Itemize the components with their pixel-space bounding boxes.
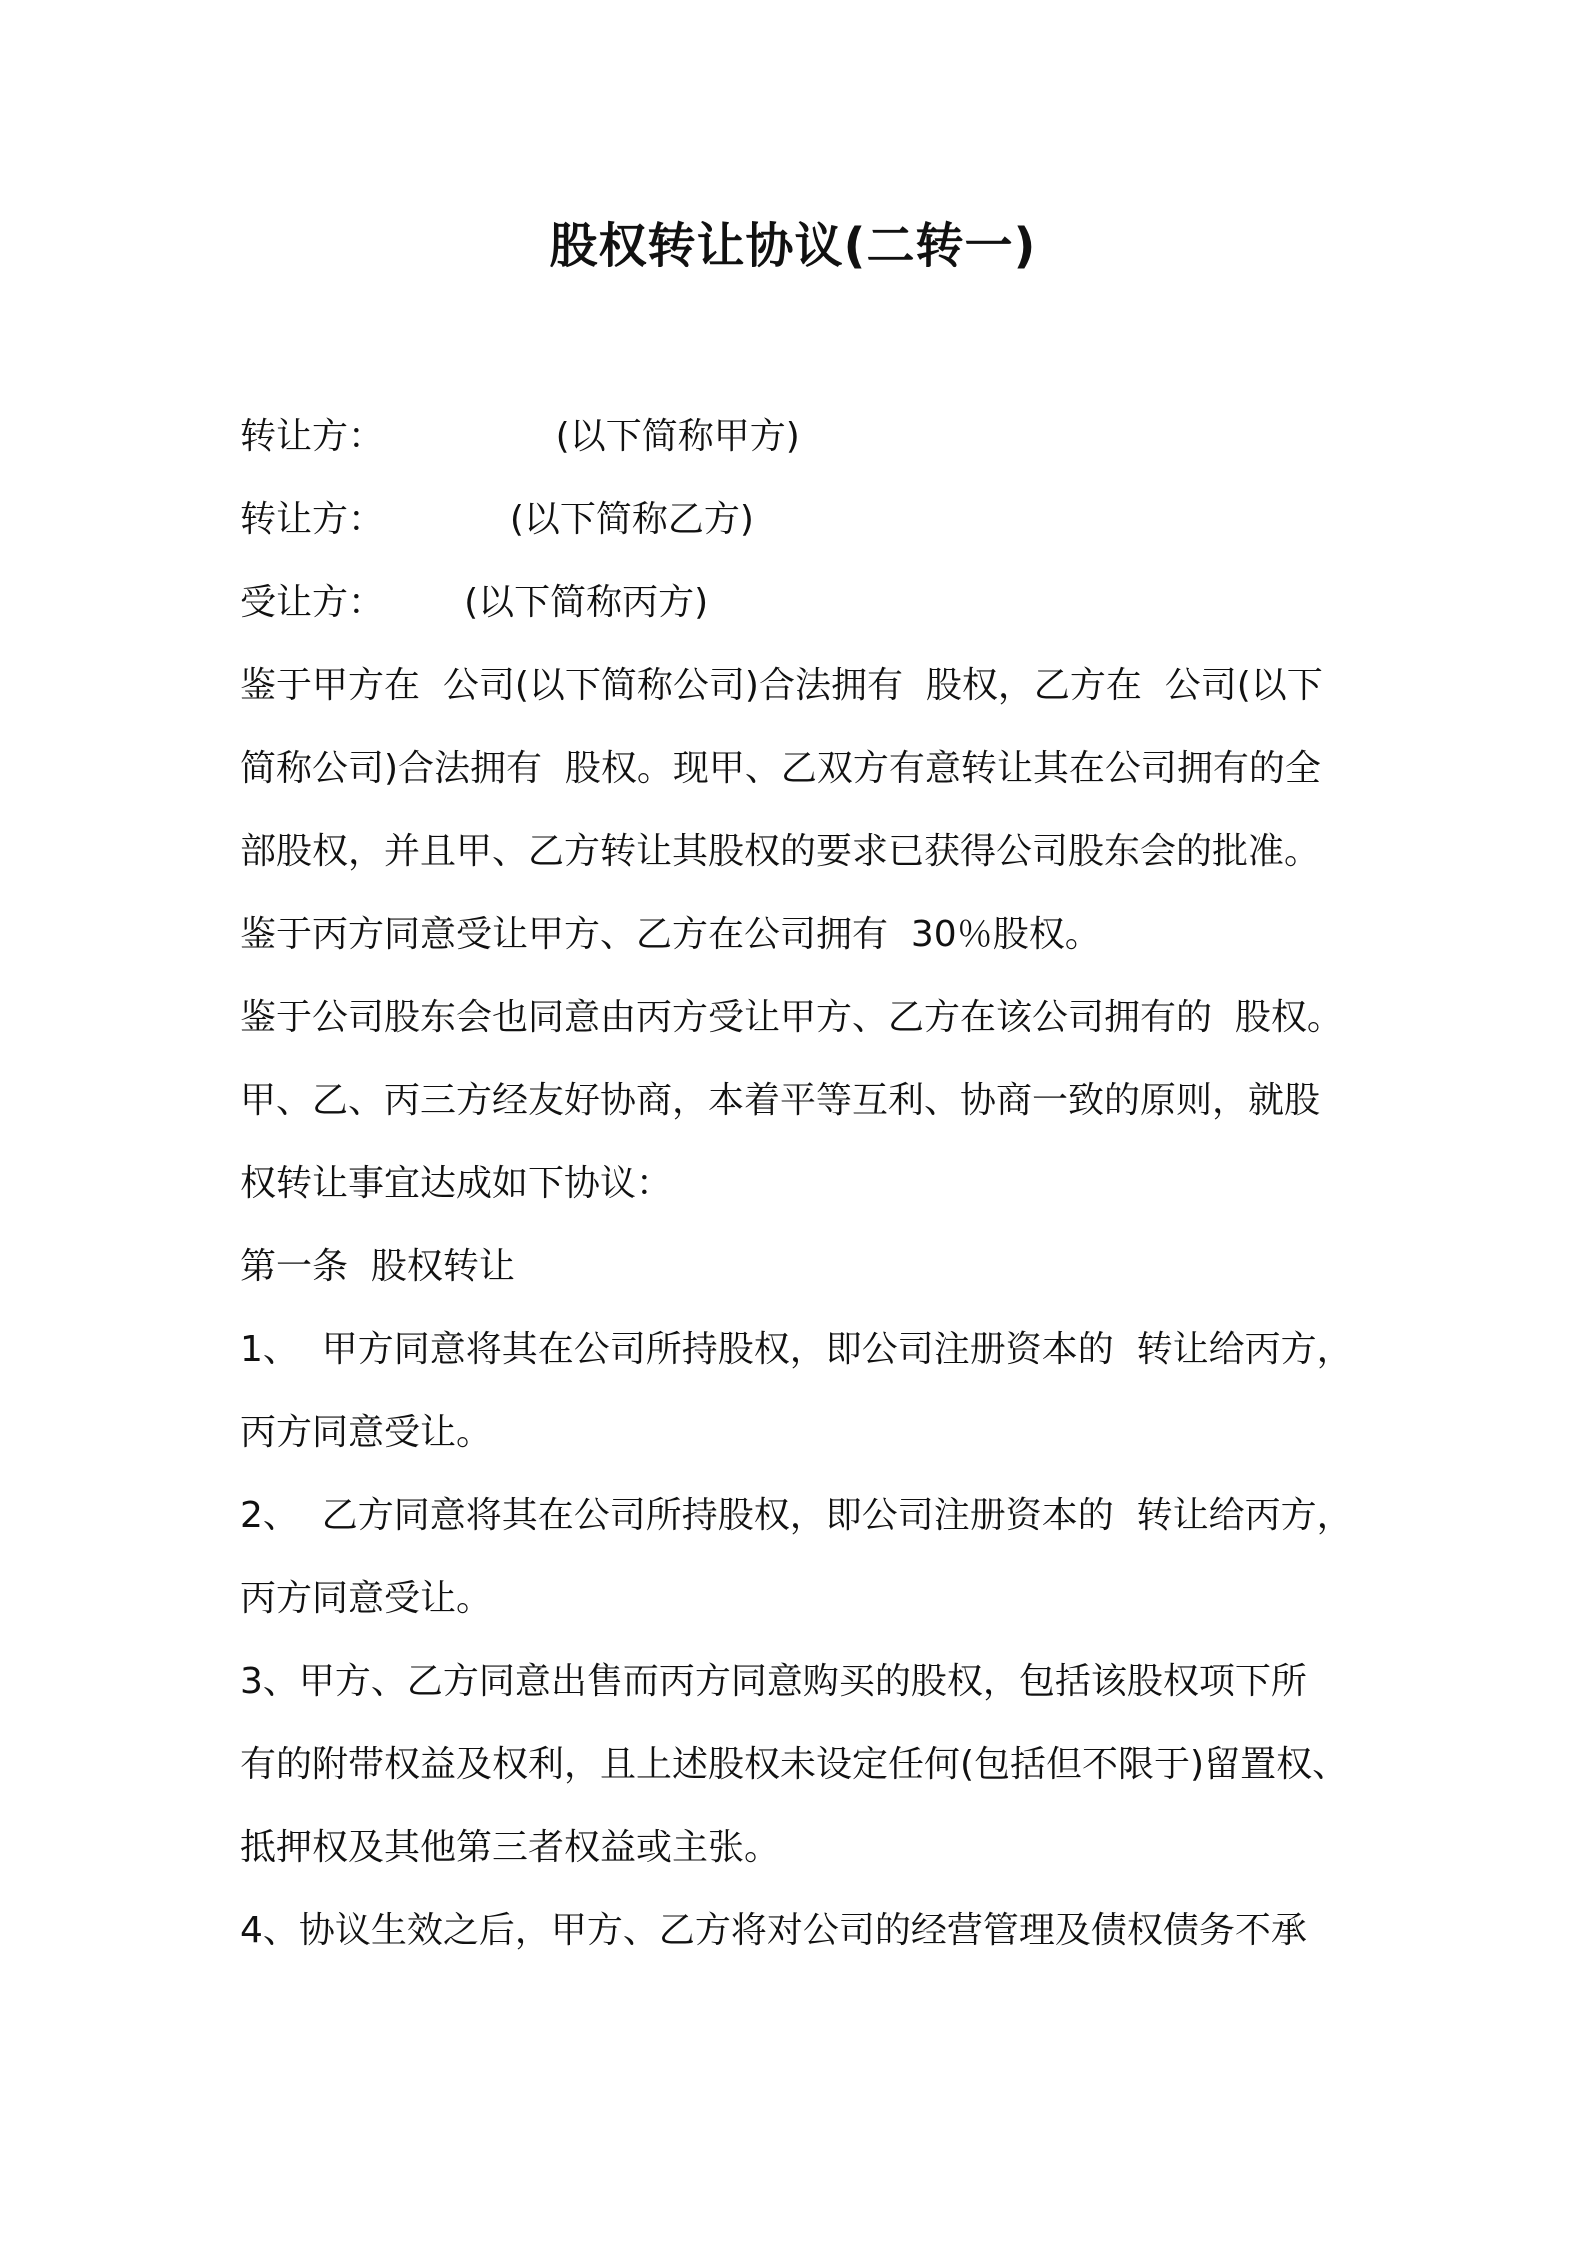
body-line: 甲、乙、丙三方经友好协商，本着平等互利、协商一致的原则，就股 (240, 1080, 1321, 1121)
article-heading: 第一条 股权转让 (240, 1246, 515, 1287)
clause-line: 1、 甲方同意将其在公司所持股权，即公司注册资本的 转让给丙方， (240, 1329, 1353, 1370)
clause-line: 丙方同意受让。 (240, 1578, 493, 1619)
clause-line: 4、协议生效之后，甲方、乙方将对公司的经营管理及债权债务不承 (240, 1910, 1307, 1951)
body-line: 鉴于丙方同意受让甲方、乙方在公司拥有 30％股权。 (240, 914, 1101, 955)
body-line: 鉴于甲方在 公司(以下简称公司)合法拥有 股权，乙方在 公司(以下 (240, 665, 1323, 706)
clause-line: 抵押权及其他第三者权益或主张。 (240, 1827, 781, 1868)
party-b-line: 转让方： (以下简称乙方) (240, 499, 754, 540)
clause-line: 2、 乙方同意将其在公司所持股权，即公司注册资本的 转让给丙方， (240, 1495, 1353, 1536)
clause-line: 有的附带权益及权利，且上述股权未设定任何(包括但不限于)留置权、 (240, 1744, 1349, 1785)
body-line: 权转让事宜达成如下协议： (240, 1163, 673, 1204)
body-line: 鉴于公司股东会也同意由丙方受让甲方、乙方在该公司拥有的 股权。 (240, 997, 1343, 1038)
body-line: 简称公司)合法拥有 股权。现甲、乙双方有意转让其在公司拥有的全 (240, 748, 1321, 789)
party-a-line: 转让方： (以下简称甲方) (240, 416, 800, 457)
party-c-line: 受让方： (以下简称丙方) (240, 582, 709, 623)
clause-line: 丙方同意受让。 (240, 1412, 493, 1453)
document-title: 股权转让协议(二转一) (549, 218, 1037, 274)
body-line: 部股权，并且甲、乙方转让其股权的要求已获得公司股东会的批准。 (240, 831, 1321, 872)
clause-line: 3、甲方、乙方同意出售而丙方同意购买的股权，包括该股权项下所 (240, 1661, 1307, 1702)
